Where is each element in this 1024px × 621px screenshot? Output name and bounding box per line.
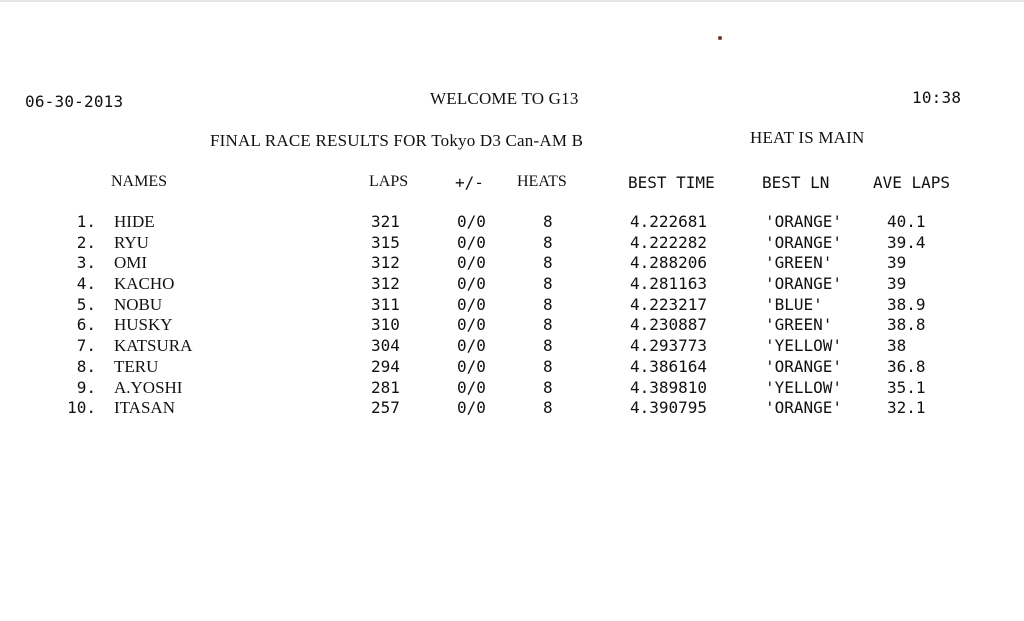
best-lane-cell: 'ORANGE'	[765, 356, 843, 376]
ave-laps-cell: 39	[887, 253, 907, 273]
rank-cell: 6.	[76, 315, 96, 335]
best-lane-cell: 'ORANGE'	[765, 274, 843, 294]
laps-cell: 281	[371, 377, 400, 397]
best-time-cell: 4.222282	[630, 232, 708, 252]
rank-cell: 9.	[76, 377, 96, 397]
best-time-cell: 4.288206	[630, 253, 708, 273]
ave-laps-cell: 39	[887, 274, 907, 294]
ave-laps-cell: 36.8	[887, 356, 926, 376]
plus-minus-cell: 0/0	[457, 315, 486, 335]
plus-minus-cell: 0/0	[457, 274, 486, 294]
best-time-cell: 4.390795	[630, 398, 708, 418]
laps-cell: 311	[371, 294, 400, 314]
rank-cell: 4.	[76, 274, 96, 294]
best-lane-cell: 'YELLOW'	[765, 377, 843, 397]
best-lane-cell: 'YELLOW'	[765, 336, 843, 356]
rank-cell: 7.	[76, 336, 96, 356]
heats-cell: 8	[543, 294, 553, 314]
best-time-cell: 4.230887	[630, 315, 708, 335]
name-cell: HIDE	[114, 212, 155, 231]
name-cell: A.YOSHI	[114, 377, 183, 397]
table-row	[0, 357, 1024, 378]
table-row	[0, 212, 1024, 233]
table-row	[0, 398, 1024, 419]
rank-cell: 3.	[76, 253, 96, 273]
ave-laps-cell: 38.8	[887, 315, 926, 335]
best-time-cell: 4.389810	[630, 377, 708, 397]
column-header-names: NAMES	[111, 173, 168, 190]
report-date: 06-30-2013	[25, 92, 124, 111]
laps-cell: 312	[371, 253, 400, 273]
name-cell: HUSKY	[114, 315, 173, 335]
ave-laps-cell: 35.1	[887, 377, 926, 397]
best-time-cell: 4.293773	[630, 336, 708, 356]
heat-label: HEAT IS MAIN	[750, 128, 865, 147]
name-cell: TERU	[114, 356, 159, 376]
ave-laps-cell: 39.4	[887, 232, 926, 252]
plus-minus-cell: 0/0	[457, 377, 486, 397]
table-row	[0, 378, 1024, 399]
column-header-laps: LAPS	[369, 173, 409, 190]
laps-cell: 304	[371, 336, 400, 356]
column-header-best-lane: BEST LN	[762, 173, 830, 192]
best-lane-cell: 'GREEN'	[765, 315, 833, 335]
name-cell: NOBU	[114, 294, 163, 314]
laps-cell: 321	[371, 212, 400, 231]
table-row	[0, 233, 1024, 254]
plus-minus-cell: 0/0	[457, 212, 486, 231]
name-cell: KATSURA	[114, 336, 193, 356]
best-time-cell: 4.281163	[630, 274, 708, 294]
results-table	[0, 212, 1024, 419]
name-cell: KACHO	[114, 274, 175, 294]
plus-minus-cell: 0/0	[457, 356, 486, 376]
rank-cell: 10.	[67, 398, 96, 418]
ave-laps-cell: 40.1	[887, 212, 926, 231]
laps-cell: 257	[371, 398, 400, 418]
results-title: FINAL RACE RESULTS FOR Tokyo D3 Can-AM B	[210, 131, 584, 150]
table-row	[0, 336, 1024, 357]
top-rule	[0, 0, 1024, 2]
rank-cell: 2.	[76, 232, 96, 252]
heats-cell: 8	[543, 398, 553, 418]
table-row	[0, 274, 1024, 295]
heats-cell: 8	[543, 315, 553, 335]
rank-cell: 1.	[76, 212, 96, 231]
rank-cell: 8.	[76, 356, 96, 376]
plus-minus-cell: 0/0	[457, 336, 486, 356]
table-row	[0, 295, 1024, 316]
laps-cell: 310	[371, 315, 400, 335]
ave-laps-cell: 38.9	[887, 294, 926, 314]
table-row	[0, 253, 1024, 274]
welcome-title: WELCOME TO G13	[430, 89, 579, 108]
column-header-heats: HEATS	[517, 173, 567, 190]
name-cell: ITASAN	[114, 398, 175, 418]
ave-laps-cell: 38	[887, 336, 907, 356]
best-time-cell: 4.222681	[630, 212, 708, 231]
heats-cell: 8	[543, 377, 553, 397]
best-lane-cell: 'GREEN'	[765, 253, 833, 273]
plus-minus-cell: 0/0	[457, 253, 486, 273]
heats-cell: 8	[543, 212, 553, 231]
ave-laps-cell: 32.1	[887, 398, 926, 418]
best-time-cell: 4.386164	[630, 356, 708, 376]
column-header-ave-laps: AVE LAPS	[873, 173, 951, 192]
best-lane-cell: 'BLUE'	[765, 294, 823, 314]
heats-cell: 8	[543, 274, 553, 294]
heats-cell: 8	[543, 253, 553, 273]
column-header-best-time: BEST TIME	[628, 173, 715, 192]
laps-cell: 294	[371, 356, 400, 376]
laps-cell: 315	[371, 232, 400, 252]
best-lane-cell: 'ORANGE'	[765, 398, 843, 418]
heats-cell: 8	[543, 232, 553, 252]
ink-speck	[718, 36, 722, 40]
heats-cell: 8	[543, 336, 553, 356]
best-time-cell: 4.223217	[630, 294, 708, 314]
plus-minus-cell: 0/0	[457, 232, 486, 252]
name-cell: OMI	[114, 253, 148, 273]
column-header-plus-minus: +/-	[455, 173, 484, 192]
best-lane-cell: 'ORANGE'	[765, 212, 843, 231]
name-cell: RYU	[114, 232, 149, 252]
laps-cell: 312	[371, 274, 400, 294]
plus-minus-cell: 0/0	[457, 294, 486, 314]
table-row	[0, 315, 1024, 336]
plus-minus-cell: 0/0	[457, 398, 486, 418]
best-lane-cell: 'ORANGE'	[765, 232, 843, 252]
report-time: 10:38	[912, 88, 962, 107]
heats-cell: 8	[543, 356, 553, 376]
rank-cell: 5.	[76, 294, 96, 314]
